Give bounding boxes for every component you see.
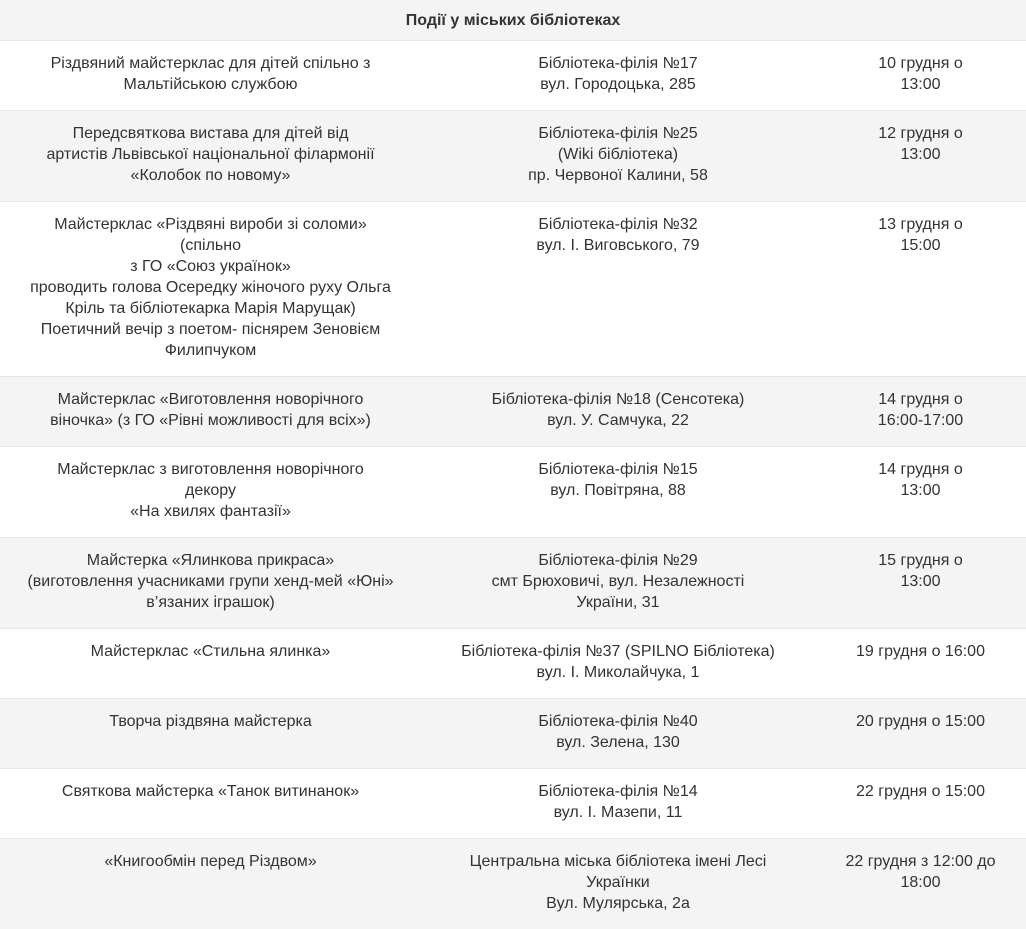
time-cell xyxy=(815,839,1026,929)
event-cell xyxy=(0,538,421,629)
event-cell-line: проводить голова Осередку жіночого руху Ольга xyxy=(4,277,417,298)
time-cell xyxy=(815,377,1026,447)
time-cell-line: 13:00 xyxy=(819,480,1022,501)
time-cell-line: 12 грудня о xyxy=(819,123,1022,144)
event-cell xyxy=(0,839,421,929)
table-row xyxy=(0,839,1026,929)
place-cell-line: Бібліотека-філія №25 xyxy=(425,123,811,144)
time-cell-line: 14 грудня о xyxy=(819,459,1022,480)
event-cell-line: Кріль та бібліотекарка Марія Марущак) xyxy=(4,298,417,319)
place-cell-line: України, 31 xyxy=(425,592,811,613)
place-cell xyxy=(421,111,815,202)
place-cell-line: вул. І. Миколайчука, 1 xyxy=(425,662,811,683)
table-row xyxy=(0,769,1026,839)
time-cell-line: 10 грудня о xyxy=(819,53,1022,74)
event-cell xyxy=(0,377,421,447)
place-cell-line: Бібліотека-філія №37 (SPILNO Бібліотека) xyxy=(425,641,811,662)
event-cell-line: Майстерклас «Стильна ялинка» xyxy=(4,641,417,662)
event-cell-line: з ГО «Союз українок» xyxy=(4,256,417,277)
time-cell xyxy=(815,111,1026,202)
time-cell-line: 15:00 xyxy=(819,235,1022,256)
event-cell-line: Творча різдвяна майстерка xyxy=(4,711,417,732)
time-cell-line: 22 грудня о 15:00 xyxy=(819,781,1022,802)
place-cell xyxy=(421,839,815,929)
event-cell-line: Майстерклас «Виготовлення новорічного xyxy=(4,389,417,410)
time-cell-line: 14 грудня о xyxy=(819,389,1022,410)
place-cell-line: вул. Городоцька, 285 xyxy=(425,74,811,95)
event-cell xyxy=(0,41,421,111)
event-cell-line: Мальтійською службою xyxy=(4,74,417,95)
table-body xyxy=(0,41,1026,929)
event-cell-line: віночка» (з ГО «Рівні можливості для всіх») xyxy=(4,410,417,431)
place-cell xyxy=(421,41,815,111)
table-title: Події у міських бібліотеках xyxy=(0,0,1026,41)
place-cell xyxy=(421,447,815,538)
place-cell-line: вул. Повітряна, 88 xyxy=(425,480,811,501)
time-cell-line: 13 грудня о xyxy=(819,214,1022,235)
place-cell-line: смт Брюховичі, вул. Незалежності xyxy=(425,571,811,592)
event-cell-line: Филипчуком xyxy=(4,340,417,361)
event-cell-line: (спільно xyxy=(4,235,417,256)
event-cell-line: Різдвяний майстерклас для дітей спільно з xyxy=(4,53,417,74)
time-cell-line: 20 грудня о 15:00 xyxy=(819,711,1022,732)
event-cell-line: Передсвяткова вистава для дітей від xyxy=(4,123,417,144)
event-cell-line: в’язаних іграшок) xyxy=(4,592,417,613)
event-cell xyxy=(0,769,421,839)
place-cell-line: Бібліотека-філія №40 xyxy=(425,711,811,732)
event-cell-line: Святкова майстерка «Танок витинанок» xyxy=(4,781,417,802)
event-cell-line: артистів Львівської національної філармонії xyxy=(4,144,417,165)
time-cell xyxy=(815,538,1026,629)
time-cell xyxy=(815,699,1026,769)
time-cell-line: 13:00 xyxy=(819,74,1022,95)
place-cell-line: вул. У. Самчука, 22 xyxy=(425,410,811,431)
place-cell xyxy=(421,377,815,447)
table-row xyxy=(0,538,1026,629)
time-cell-line: 19 грудня о 16:00 xyxy=(819,641,1022,662)
place-cell xyxy=(421,629,815,699)
place-cell-line: (Wiki бібліотека) xyxy=(425,144,811,165)
place-cell-line: Бібліотека-філія №18 (Сенсотека) xyxy=(425,389,811,410)
table-row xyxy=(0,699,1026,769)
place-cell-line: Бібліотека-філія №14 xyxy=(425,781,811,802)
event-cell-line: «Колобок по новому» xyxy=(4,165,417,186)
place-cell xyxy=(421,538,815,629)
time-cell-line: 15 грудня о xyxy=(819,550,1022,571)
event-cell xyxy=(0,447,421,538)
time-cell xyxy=(815,447,1026,538)
table-row xyxy=(0,202,1026,377)
table-row xyxy=(0,111,1026,202)
time-cell xyxy=(815,41,1026,111)
event-cell xyxy=(0,111,421,202)
place-cell-line: Бібліотека-філія №32 xyxy=(425,214,811,235)
place-cell-line: Українки xyxy=(425,872,811,893)
table-row xyxy=(0,41,1026,111)
event-cell-line: Поетичний вечір з поетом- піснярем Зеновієм xyxy=(4,319,417,340)
place-cell-line: Бібліотека-філія №29 xyxy=(425,550,811,571)
event-cell-line: Майстерклас «Різдвяні вироби зі соломи» xyxy=(4,214,417,235)
place-cell xyxy=(421,699,815,769)
event-cell-line: «На хвилях фантазії» xyxy=(4,501,417,522)
event-cell-line: (виготовлення учасниками групи хенд-мей «Юні» xyxy=(4,571,417,592)
time-cell-line: 13:00 xyxy=(819,144,1022,165)
time-cell-line: 22 грудня з 12:00 до xyxy=(819,851,1022,872)
time-cell xyxy=(815,629,1026,699)
table-header-row xyxy=(0,0,1026,41)
place-cell-line: пр. Червоної Калини, 58 xyxy=(425,165,811,186)
time-cell-line: 16:00-17:00 xyxy=(819,410,1022,431)
place-cell xyxy=(421,202,815,377)
time-cell-line: 18:00 xyxy=(819,872,1022,893)
event-cell-line: декору xyxy=(4,480,417,501)
event-cell-line: Майстерка «Ялинкова прикраса» xyxy=(4,550,417,571)
place-cell-line: Вул. Мулярська, 2а xyxy=(425,893,811,914)
table-row xyxy=(0,629,1026,699)
event-cell-line: Майстерклас з виготовлення новорічного xyxy=(4,459,417,480)
place-cell-line: вул. І. Мазепи, 11 xyxy=(425,802,811,823)
event-cell-line: «Книгообмін перед Різдвом» xyxy=(4,851,417,872)
event-cell xyxy=(0,699,421,769)
place-cell xyxy=(421,769,815,839)
table-row xyxy=(0,377,1026,447)
place-cell-line: Центральна міська бібліотека імені Лесі xyxy=(425,851,811,872)
time-cell xyxy=(815,769,1026,839)
time-cell-line: 13:00 xyxy=(819,571,1022,592)
event-cell xyxy=(0,629,421,699)
time-cell xyxy=(815,202,1026,377)
place-cell-line: Бібліотека-філія №15 xyxy=(425,459,811,480)
place-cell-line: вул. Зелена, 130 xyxy=(425,732,811,753)
event-cell xyxy=(0,202,421,377)
place-cell-line: вул. І. Виговського, 79 xyxy=(425,235,811,256)
table-row xyxy=(0,447,1026,538)
place-cell-line: Бібліотека-філія №17 xyxy=(425,53,811,74)
